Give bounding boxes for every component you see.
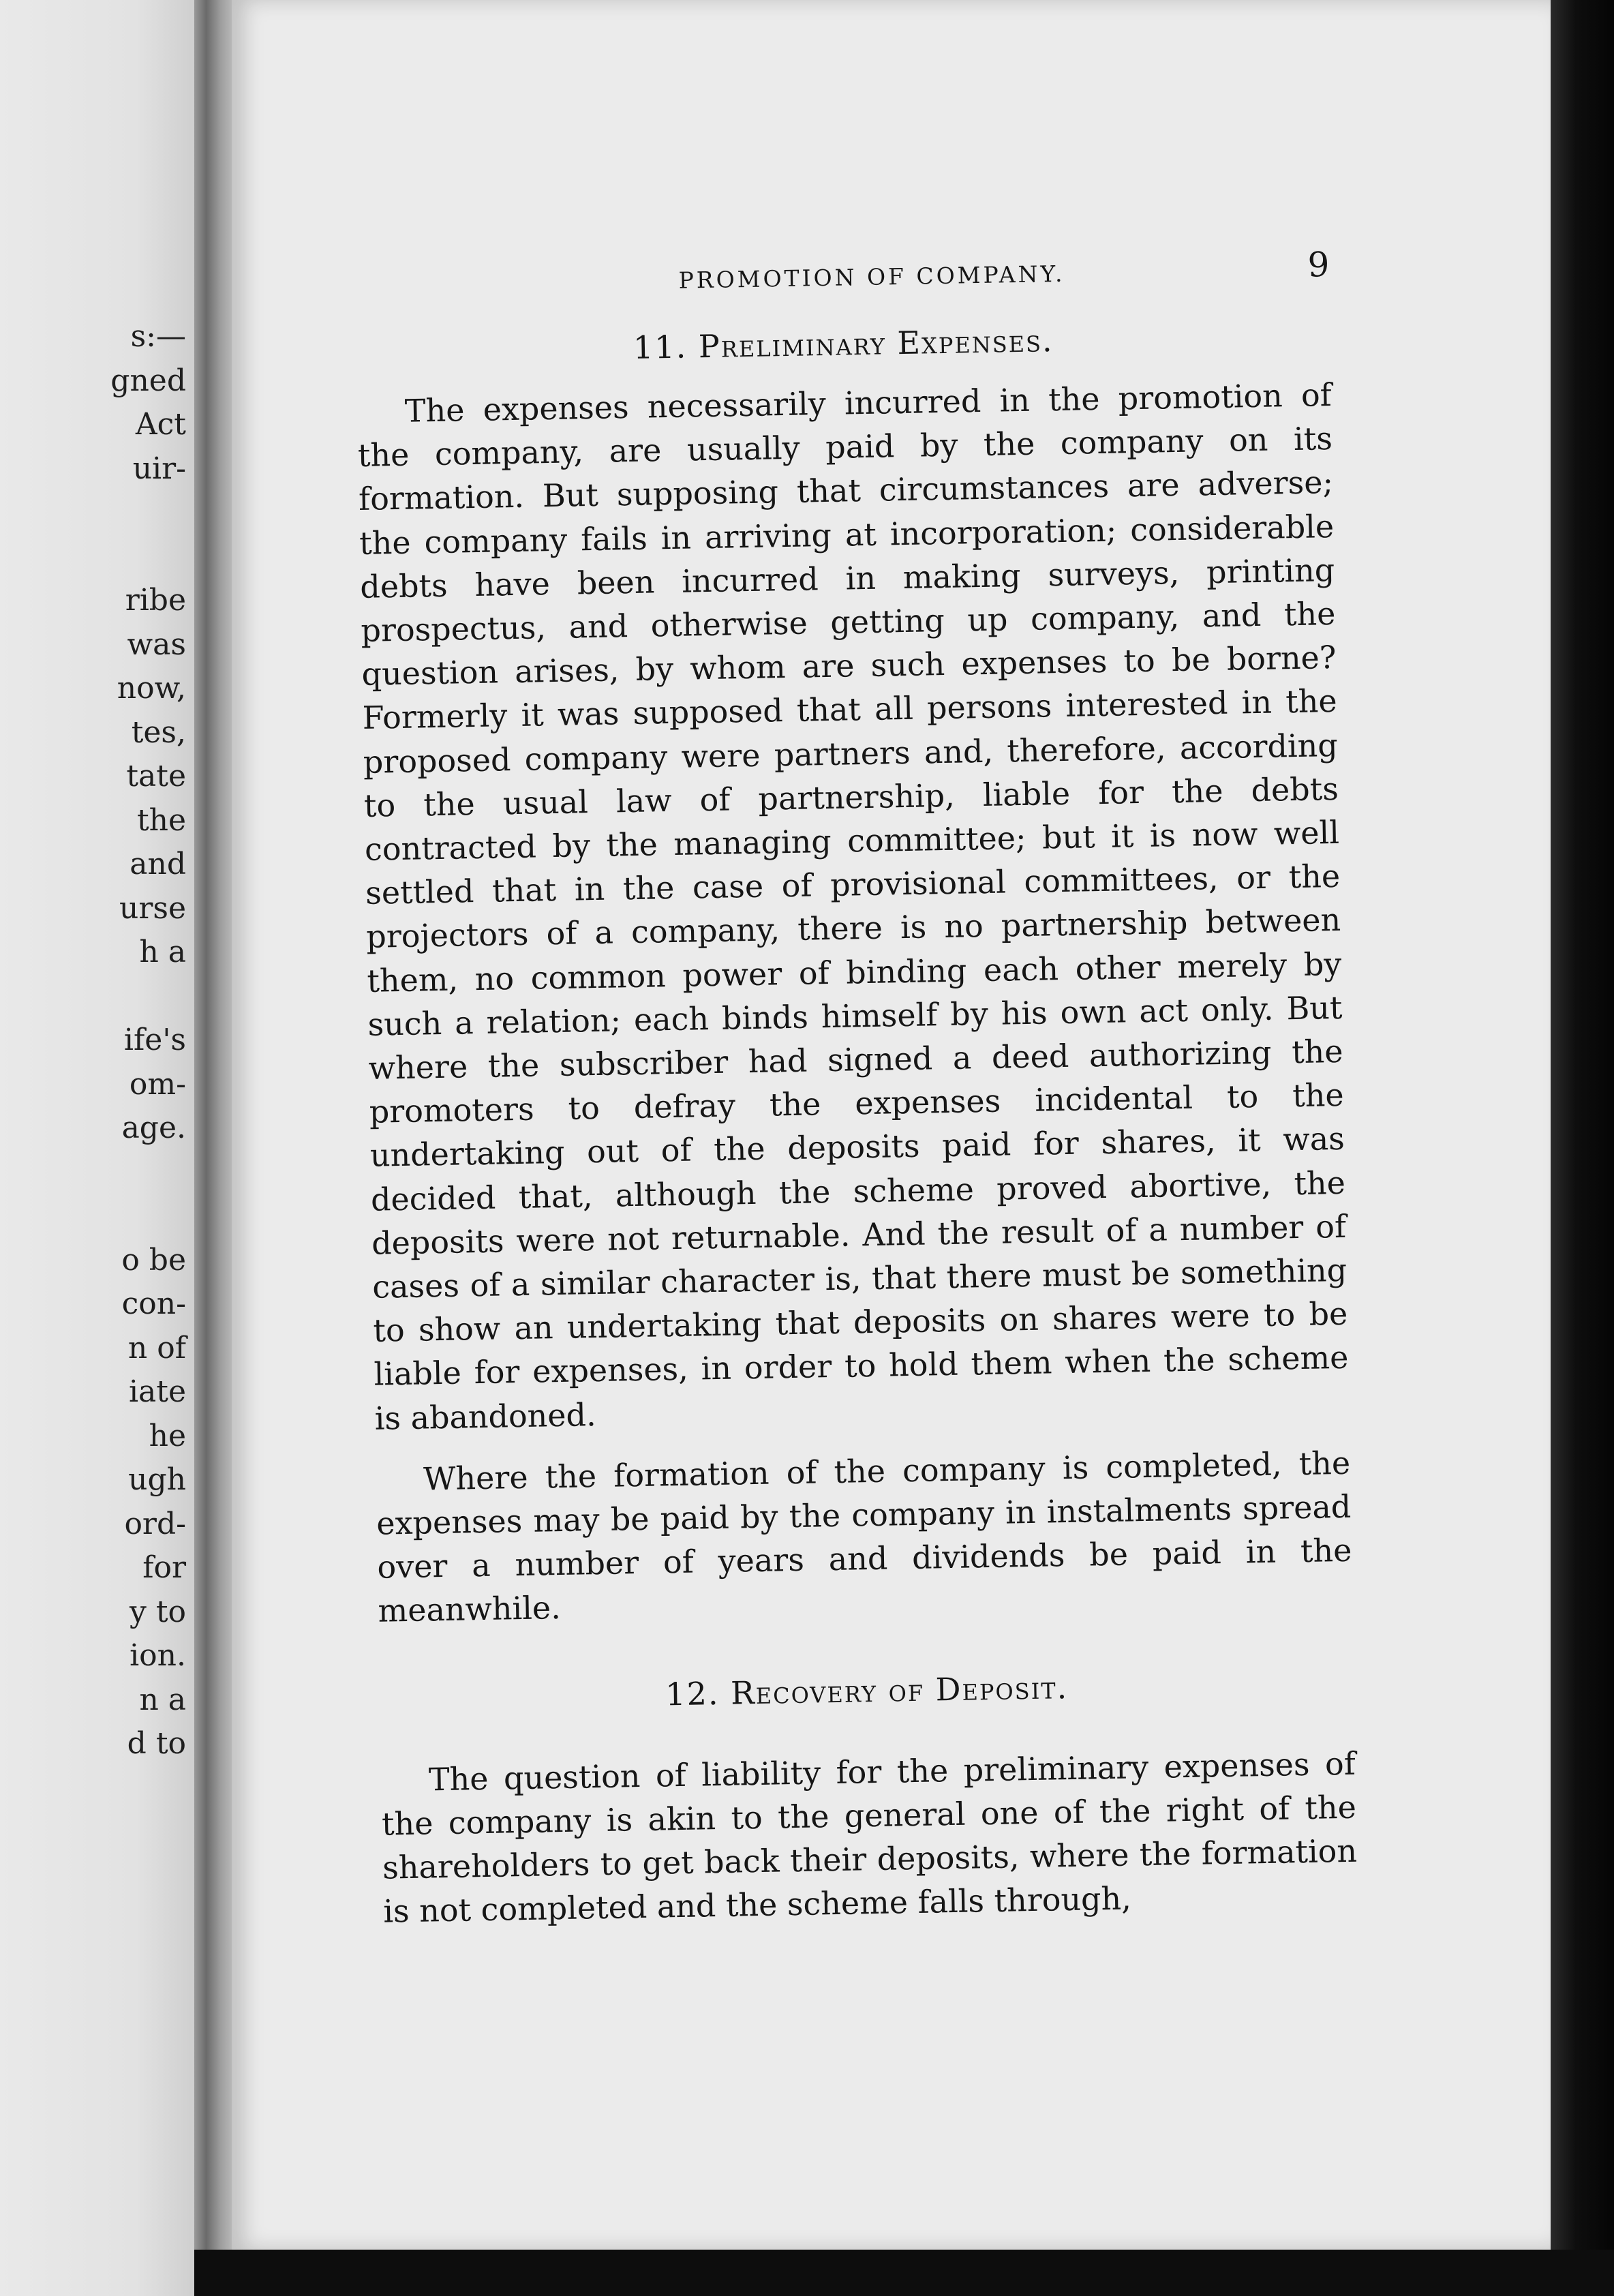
facing-page-line: tate: [126, 759, 186, 794]
facing-page-line: ribe: [125, 583, 186, 618]
facing-page-line: uir-: [132, 451, 186, 486]
section-11-paragraph-2: Where the formation of the company is completed, the expenses may be paid by the company in instalments spread over a number of years and dividends be paid in the meanwhile.: [376, 1444, 1352, 1630]
facing-page-line: for: [142, 1550, 186, 1585]
facing-page-line: [9, 1194, 186, 1239]
running-head-title: PROMOTION OF COMPANY.: [678, 260, 1065, 294]
facing-page-line: s:—: [130, 319, 186, 354]
facing-page-line: ord-: [124, 1506, 186, 1541]
facing-page-line: [9, 975, 186, 1019]
section-11-heading: 11. Preliminary Expenses.: [633, 322, 1054, 366]
facing-page-line: was: [127, 626, 186, 662]
facing-page-line: Act: [135, 407, 186, 442]
facing-page-line: ion.: [130, 1638, 186, 1673]
facing-page-line: iate: [128, 1374, 186, 1409]
facing-page-line: y to: [129, 1594, 186, 1629]
facing-page-line: [9, 491, 186, 535]
scan-border: [194, 2250, 1614, 2296]
facing-page-line: [9, 535, 186, 579]
facing-page-line: age.: [121, 1111, 186, 1145]
section-12-heading: 12. Recovery of Deposit.: [665, 1668, 1069, 1713]
facing-page-line: n of: [127, 1330, 186, 1365]
facing-page-line: gned: [110, 363, 186, 398]
page-content: [354, 242, 1358, 1933]
facing-page-line: he: [149, 1418, 186, 1453]
facing-page-line: d to: [127, 1726, 186, 1761]
facing-page-line: o be: [121, 1242, 186, 1278]
facing-page-line: ugh: [128, 1462, 186, 1497]
facing-page-line: the: [136, 802, 186, 838]
facing-page-line: [9, 1151, 186, 1195]
facing-page-line: ife's: [123, 1023, 186, 1057]
section-12-paragraph-1: The question of liability for the preliminary expenses of the company is akin to the general one of the right of the shareholders to get back their deposits, where the formation is not completed and the scheme falls through,: [381, 1744, 1358, 1930]
facing-page-fragment: [0, 0, 194, 2296]
section-11-paragraph-1: The expenses necessarily incurred in the promotion of the company, are usually paid by the company on its formation. But supposing that circumstances are adverse; the company fails in arriving at incorporation; considerable debts have been incurred in making surveys, printing prospectus, and otherwise getting up company, and the question arises, by whom are such expenses to be borne? Formerly it was supposed that all persons interested in the proposed company were partners and, therefore, according to the usual law of partnership, liable for the debts contracted by the managing committee; but it is now well settled that in the case of provisional committees, or the projectors of a company, there is no partnership between them, no common power of binding each other merely by such a relation; each binds himself by his own act only. But where the subscriber had signed a deed authorizing the promoters to defray the expenses incidental to the undertaking out of the deposits paid for shares, it was decided that, although the scheme proved abortive, the deposits were not returnable. And the result of a number of cases of a similar character is, that there must be something to show an undertaking that deposits on shares were to be liable for expenses, in order to hold them when the scheme is abandoned.: [357, 376, 1349, 1437]
facing-page-line: urse: [119, 890, 186, 926]
facing-page-line: now,: [117, 671, 186, 706]
facing-page-text: [9, 315, 186, 1766]
page-number: 9: [1307, 245, 1330, 285]
facing-page-line: tes,: [131, 714, 186, 750]
facing-page-line: n a: [139, 1682, 186, 1717]
page-edge: [1551, 0, 1614, 2296]
facing-page-line: om-: [129, 1066, 186, 1102]
facing-page-line: and: [130, 847, 186, 881]
facing-page-line: con-: [121, 1286, 186, 1321]
facing-page-line: h a: [139, 935, 186, 969]
